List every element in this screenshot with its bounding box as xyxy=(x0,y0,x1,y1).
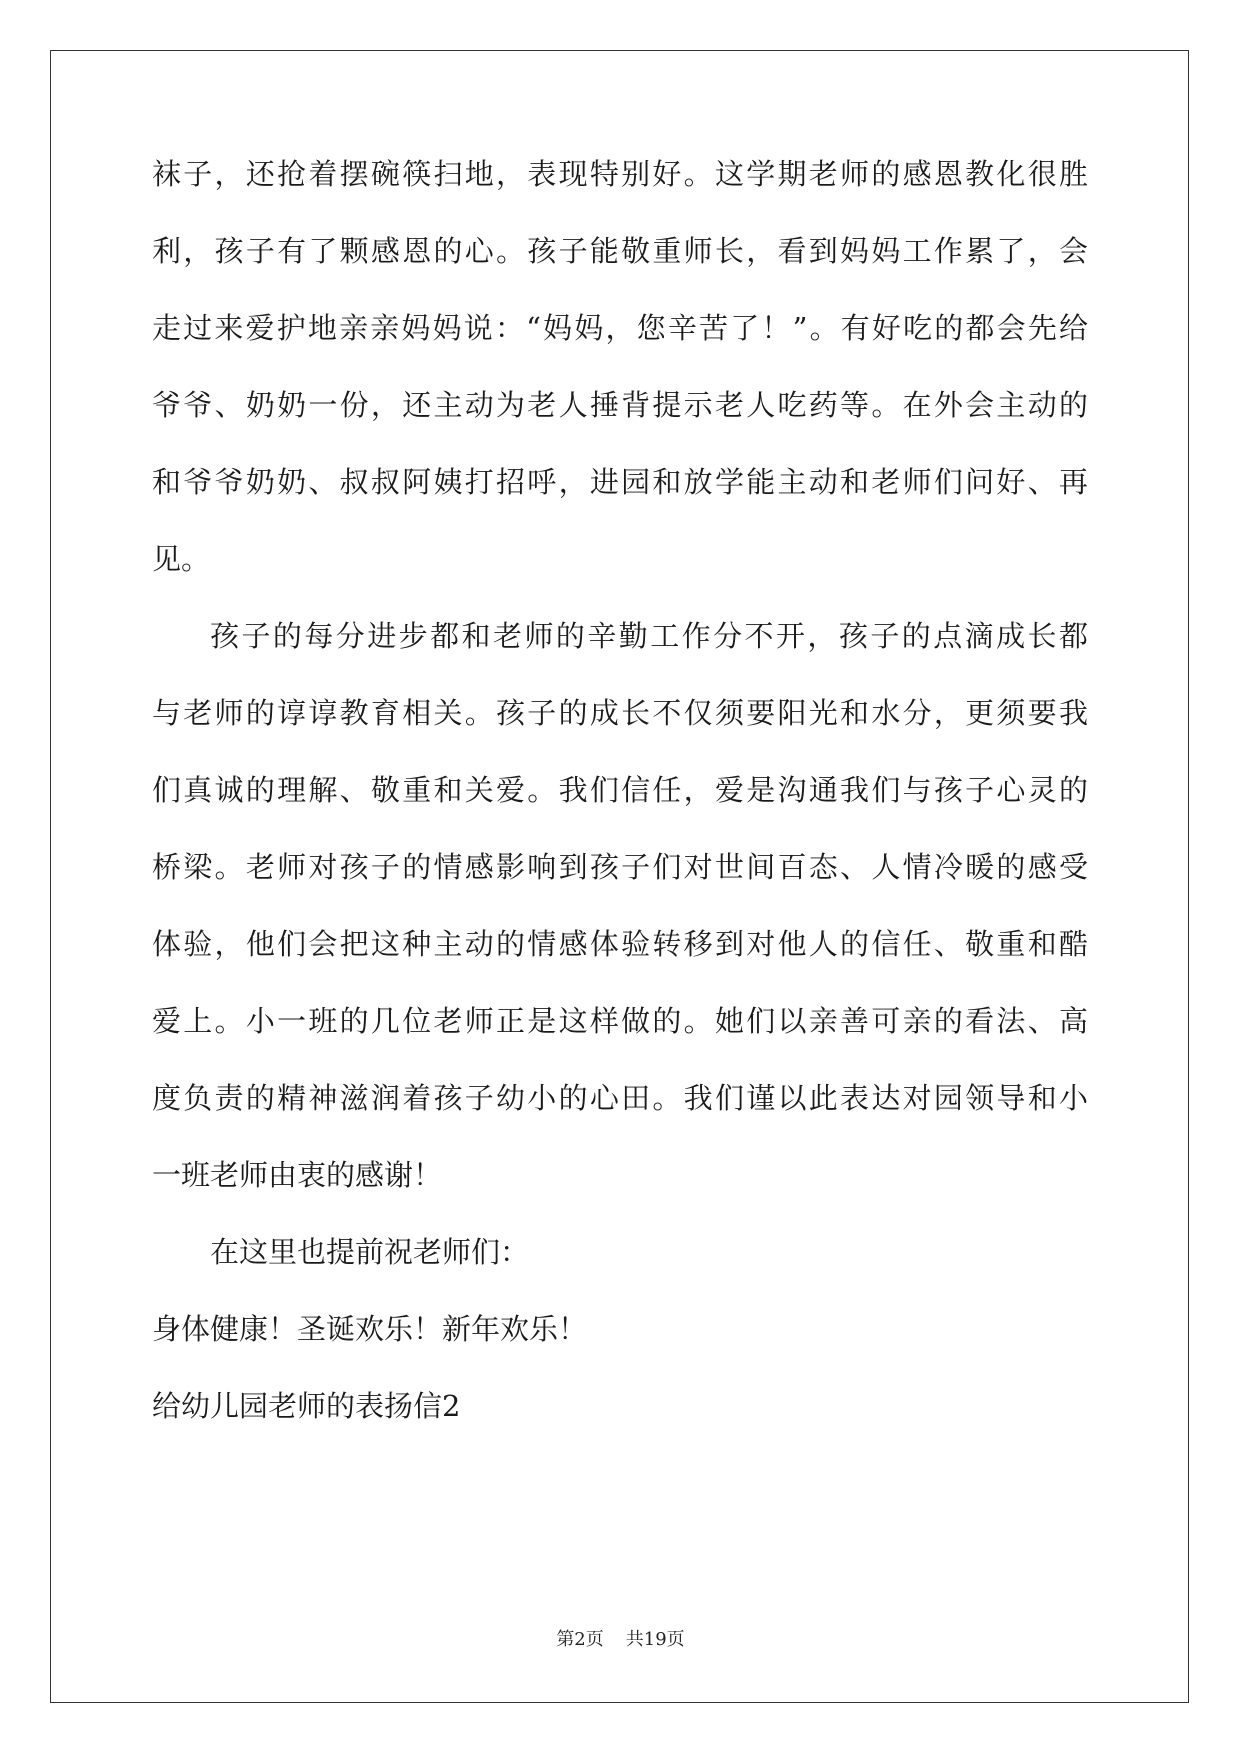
paragraph-line: 一班老师由衷的感谢！ xyxy=(152,1158,443,1192)
page-number-total: 共19页 xyxy=(625,1629,685,1650)
paragraph-line: 们真诚的理解、敬重和关爱。我们信任，爱是沟通我们与孩子心灵的 xyxy=(152,773,1088,807)
paragraph-line: 袜子，还抢着摆碗筷扫地，表现特别好。这学期老师的感恩教化很胜 xyxy=(152,157,1088,191)
paragraph-line: 与老师的谆谆教育相关。孩子的成长不仅须要阳光和水分，更须要我 xyxy=(152,696,1088,730)
paragraph-line: 身体健康！圣诞欢乐！新年欢乐！ xyxy=(152,1312,588,1346)
paragraph-line: 和爷爷奶奶、叔叔阿姨打招呼，进园和放学能主动和老师们问好、再 xyxy=(152,465,1088,499)
page-footer xyxy=(0,1628,1241,1652)
page-number-current: 第2页 xyxy=(556,1629,604,1650)
paragraph-line: 度负责的精神滋润着孩子幼小的心田。我们谨以此表达对园领导和小 xyxy=(152,1081,1088,1115)
paragraph-line: 体验，他们会把这种主动的情感体验转移到对他人的信任、敬重和酷 xyxy=(152,927,1088,961)
paragraph-line: 桥梁。老师对孩子的情感影响到孩子们对世间百态、人情冷暖的感受 xyxy=(152,850,1088,884)
paragraph-line: 爱上。小一班的几位老师正是这样做的。她们以亲善可亲的看法、高 xyxy=(152,1004,1088,1038)
paragraph-line: 见。 xyxy=(152,542,211,576)
paragraph-line: 爷爷、奶奶一份，还主动为老人捶背提示老人吃药等。在外会主动的 xyxy=(152,388,1088,422)
paragraph-line: 走过来爱护地亲亲妈妈说：“妈妈，您辛苦了！”。有好吃的都会先给 xyxy=(152,311,1088,345)
paragraph-line: 在这里也提前祝老师们： xyxy=(210,1235,530,1269)
section-heading: 给幼儿园老师的表扬信2 xyxy=(152,1389,461,1423)
paragraph-line: 利，孩子有了颗感恩的心。孩子能敬重师长，看到妈妈工作累了，会 xyxy=(152,234,1088,268)
paragraph-line: 孩子的每分进步都和老师的辛勤工作分不开，孩子的点滴成长都 xyxy=(210,619,1088,653)
document-body xyxy=(152,155,1088,1464)
